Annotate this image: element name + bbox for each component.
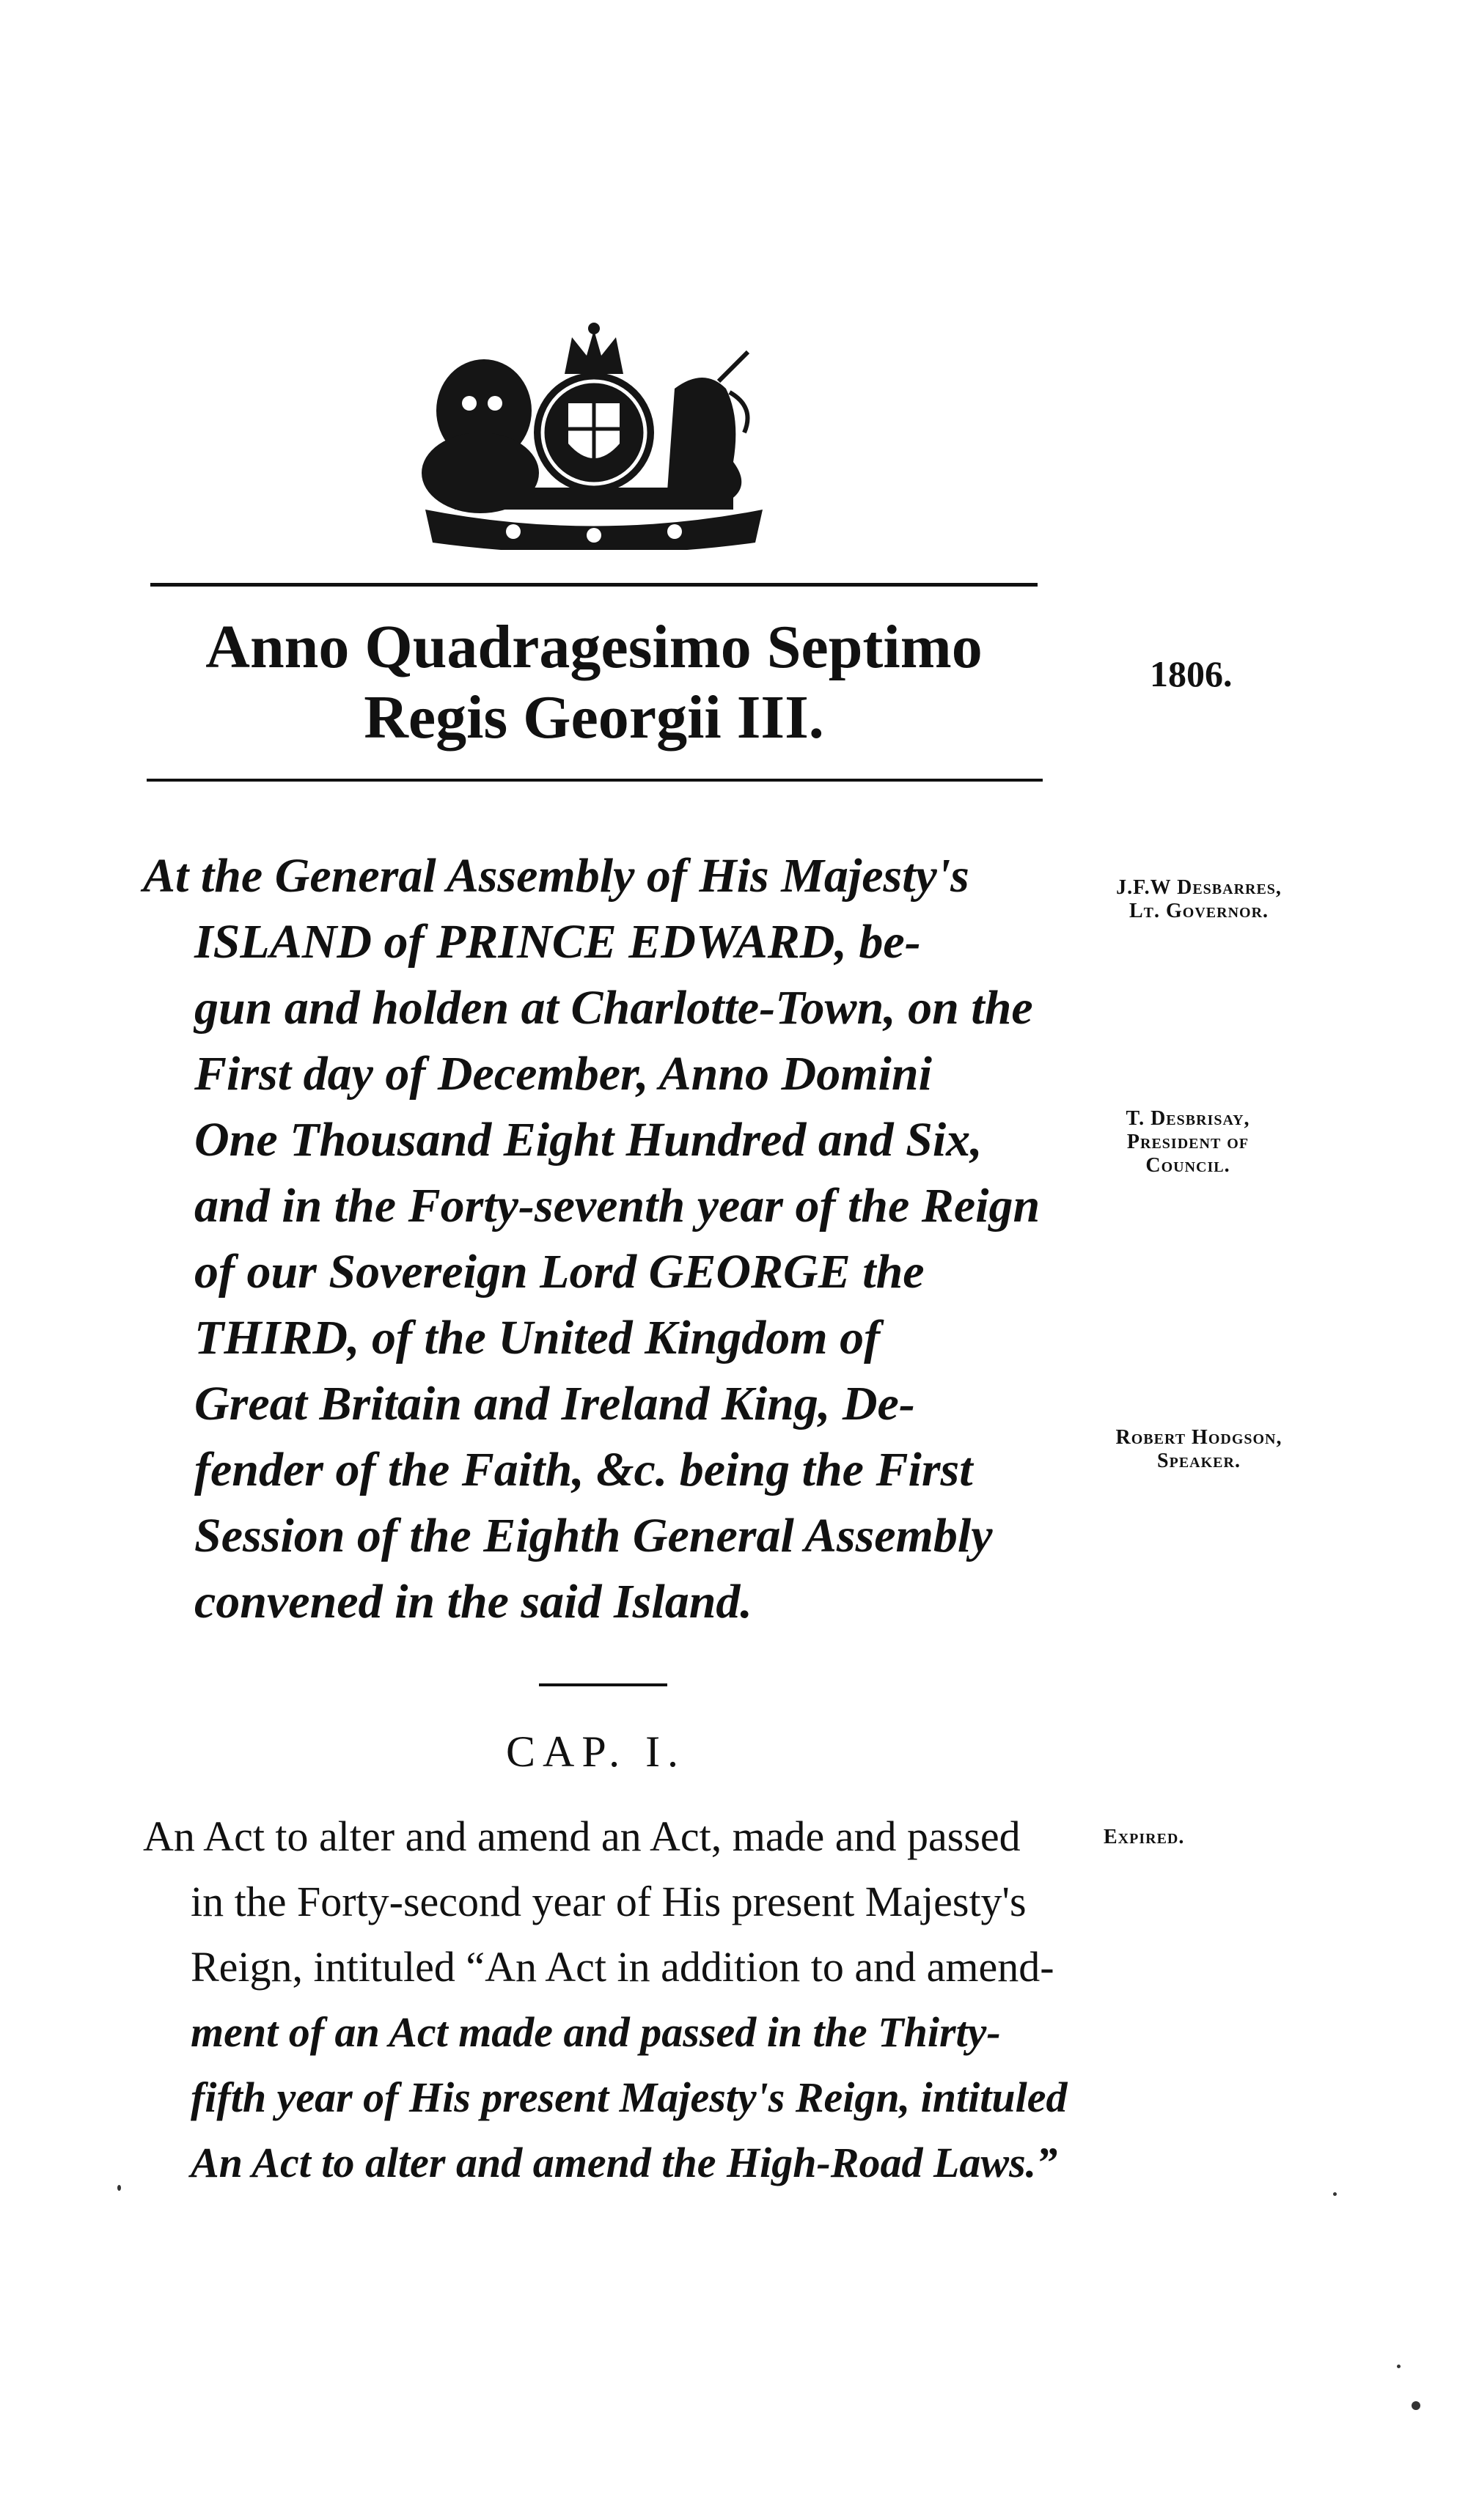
- preamble-line: of our Sovereign Lord GEORGE the: [194, 1245, 925, 1298]
- preamble-line: and in the Forty-seventh year of the Reign: [194, 1179, 1041, 1233]
- section-divider: [539, 1683, 667, 1686]
- preamble-line: convened in the said Island.: [194, 1575, 752, 1628]
- chapter-heading: CAP. I.: [506, 1727, 686, 1776]
- chapter-line: Reign, intituled “An Act in addition to and amend-: [191, 1943, 1054, 1991]
- year-label: 1806.: [1150, 653, 1233, 694]
- chapter-line: in the Forty-second year of His present Majesty's: [191, 1878, 1027, 1925]
- chapter-text: [143, 1804, 1071, 2195]
- speaker-note: [1067, 1426, 1331, 1473]
- top-rule: [150, 583, 1038, 587]
- preamble-line: Great Britain and Ireland King, De-: [194, 1377, 915, 1430]
- speaker-name: Robert Hodgson,: [1115, 1426, 1282, 1449]
- speaker-title: Speaker.: [1157, 1450, 1241, 1472]
- preamble-line: Session of the Eighth General Assembly: [194, 1509, 993, 1562]
- page-title: [150, 612, 1038, 753]
- preamble-line: At the General Assembly of His Majesty's: [143, 849, 969, 903]
- ink-speck: [1333, 2192, 1337, 2196]
- royal-coat-of-arms-icon: [411, 323, 777, 550]
- ink-speck: [117, 2185, 121, 2191]
- governor-name: J.F.W Desbarres,: [1116, 876, 1282, 899]
- chapter-status: Expired.: [1104, 1826, 1185, 1848]
- title-rule: [147, 779, 1043, 782]
- title-line-1: Anno Quadragesimo Septimo: [205, 613, 983, 681]
- title-line-2: Regis Georgii III.: [364, 683, 824, 752]
- preamble-line: First day of December, Anno Domini: [194, 1047, 932, 1101]
- preamble-line: gun and holden at Charlotte-Town, on the: [194, 981, 1033, 1035]
- preamble-line: ISLAND of PRINCE EDWARD, be-: [194, 915, 921, 969]
- chapter-line: ment of an Act made and passed in the Thirty-: [191, 2008, 1001, 2056]
- president-note: [1063, 1107, 1313, 1178]
- chapter-line: fifth year of His present Majesty's Reign, intituled: [191, 2073, 1068, 2121]
- preamble-text: [143, 843, 1056, 1635]
- ink-speck: [1412, 2401, 1420, 2410]
- president-name: T. Desbrisay,: [1126, 1107, 1250, 1130]
- ink-speck: [1397, 2365, 1401, 2368]
- preamble-line: One Thousand Eight Hundred and Six,: [194, 1113, 983, 1167]
- governor-note: [1067, 876, 1331, 923]
- preamble-line: fender of the Faith, &c. being the First: [194, 1443, 973, 1496]
- preamble-line: THIRD, of the United Kingdom of: [194, 1311, 881, 1364]
- governor-title: Lt. Governor.: [1128, 900, 1269, 922]
- chapter-line: An Act to alter and amend the High-Road Laws.”: [191, 2139, 1058, 2186]
- president-title: President of: [1126, 1131, 1249, 1153]
- chapter-line: An Act to alter and amend an Act, made and passed: [143, 1812, 1021, 1860]
- president-title-2: Council.: [1145, 1154, 1230, 1177]
